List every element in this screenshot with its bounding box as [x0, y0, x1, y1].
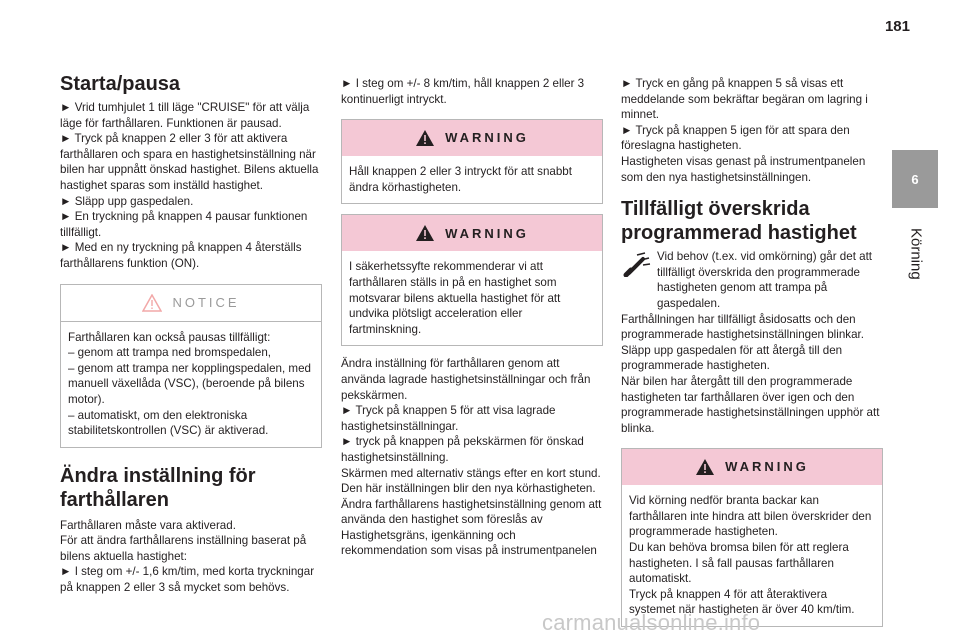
- text-block: [341, 356, 603, 559]
- column-2: [341, 76, 603, 559]
- paragraph: ► Med en ny tryckning på knappen 4 återställs farthållarens funktion (ON).: [60, 241, 302, 270]
- paragraph: Skärmen med alternativ stängs efter en kort stund.: [341, 466, 601, 480]
- warning-header: [342, 120, 602, 156]
- warning-triangle-icon: [142, 294, 162, 312]
- notice-box: [60, 284, 322, 448]
- warning-title: WARNING: [445, 225, 529, 241]
- heading-change-setting: Ändra inställning för farthållaren: [60, 464, 256, 511]
- notice-line: – genom att trampa ned bromspedalen,: [68, 346, 272, 360]
- paragraph: ► Tryck på knappen 5 igen för att spara den föreslagna hastigheten.: [621, 123, 850, 153]
- paragraph: Ändra farthållarens hastighetsinställning genom att använda den hastighet som föreslås av Hastighetsgräns, igenkänning och rekommendation som visas på instrumentpanelen: [341, 497, 602, 558]
- warning-title: WARNING: [725, 459, 809, 475]
- warning-box: [341, 214, 603, 346]
- warning-body: [622, 485, 882, 626]
- notice-title: NOTICE: [172, 294, 240, 310]
- chapter-tab: 6: [892, 150, 938, 208]
- warning-text: Tryck på knappen 4 för att återaktivera systemet när hastigheten är över 40 km/tim.: [629, 587, 855, 617]
- paragraph: ► En tryckning på knappen 4 pausar funktionen tillfälligt.: [60, 210, 308, 239]
- chapter-label-text: Körning: [907, 228, 925, 280]
- paragraph: ► Vrid tumhjulet 1 till läge "CRUISE" för att välja läge för farthållaren. Funktionen är pausad.: [60, 101, 310, 130]
- heading-start-pause: Starta/pausa: [60, 73, 181, 95]
- paragraph: Hastigheten visas genast på instrumentpanelen som den nya hastighetsinställningen.: [621, 154, 866, 184]
- warning-text: Vid körning nedför branta backar kan farthållaren inte hindra att bilen överskrider den programmerade hastigheten.: [629, 494, 872, 539]
- warning-header: [342, 215, 602, 251]
- warning-box: [341, 119, 603, 204]
- paragraph: ► I steg om +/- 8 km/tim, håll knappen 2 eller 3 kontinuerligt intryckt.: [341, 77, 585, 106]
- warning-title: WARNING: [445, 130, 529, 146]
- notice-line: Farthållaren kan också pausas tillfälligt:: [68, 330, 271, 344]
- notice-line: – genom att trampa ner kopplingspedalen, med manuell växellåda (VSC), (beroende på bilens motor).: [68, 361, 311, 406]
- paragraph: Farthållaren måste vara aktiverad.: [60, 518, 236, 532]
- paragraph: ► Tryck på knappen 5 för att visa lagrade hastighetsinställningar.: [341, 404, 556, 433]
- paragraph: Den här inställningen blir den nya körhastigheten.: [341, 482, 596, 496]
- paragraph: ► Tryck en gång på knappen 5 så visas ett meddelande som bekräftar begäran om lagring i minnet.: [621, 77, 868, 122]
- column-3: [621, 76, 883, 627]
- chapter-label: [893, 214, 939, 294]
- paragraph: Farthållningen har tillfälligt åsidosatts och den programmerade hastighetsinställningen blinkar.: [621, 312, 864, 342]
- column-1: [60, 72, 322, 596]
- warning-text: Håll knappen 2 eller 3 intryckt för att snabbt ändra körhastigheten.: [349, 165, 572, 194]
- paragraph: Släpp upp gaspedalen för att återgå till den programmerade hastigheten.: [621, 343, 843, 373]
- heading-override-speed: Tillfälligt överskrida programmerad hastighet: [621, 198, 857, 245]
- warning-box: [621, 448, 883, 627]
- warning-text: I säkerhetssyfte rekommenderar vi att farthållaren ställs in på en hastighet som motsvarar bilens aktuella hastighet för att undvika plötsligt acceleration eller fartminskning.: [349, 260, 561, 336]
- paragraph: ► Släpp upp gaspedalen.: [60, 194, 194, 208]
- notice-header: [61, 285, 321, 322]
- warning-triangle-icon: [415, 224, 435, 242]
- watermark: carmanualsonline.info: [542, 610, 761, 635]
- accelerator-pedal-icon: [621, 251, 651, 277]
- paragraph: ► tryck på knappen på pekskärmen för önskad hastighetsinställning.: [341, 435, 584, 464]
- paragraph: ► Tryck på knappen 2 eller 3 för att aktivera farthållaren och spara en hastighetsinställning när bilen har uppnått önskad hastighet. Bilens aktuella hastighet sparas som inställd hastighet.: [60, 132, 319, 192]
- warning-header: [622, 449, 882, 485]
- warning-body: [342, 156, 602, 203]
- page-number: 181: [884, 18, 910, 35]
- paragraph: Ändra inställning för farthållaren genom att använda lagrade hastighetsinställningar och från pekskärmen.: [341, 357, 591, 402]
- warning-triangle-icon: [415, 129, 435, 147]
- paragraph: När bilen har återgått till den programmerade hastigheten tar farthållaren över igen och den programmerade hastighetsinställningen upphör att blinka.: [621, 374, 880, 435]
- paragraph: För att ändra farthållarens inställning baserat på bilens aktuella hastighet:: [60, 534, 307, 563]
- warning-triangle-icon: [695, 458, 715, 476]
- warning-text: Du kan behöva bromsa bilen för att reglera hastigheten. I så fall pausas farthållaren automatiskt.: [629, 541, 849, 586]
- paragraph: ► I steg om +/- 1,6 km/tim, med korta tryckningar på knappen 2 eller 3 så mycket som behövs.: [60, 565, 315, 595]
- notice-body: [61, 322, 321, 447]
- icon-paragraph: [621, 249, 883, 311]
- notice-line: – automatiskt, om den elektroniska stabilitetskontrollen (VSC) är aktiverad.: [68, 408, 269, 438]
- warning-body: [342, 251, 602, 345]
- paragraph: Vid behov (t.ex. vid omkörning) går det att tillfälligt överskrida den programmerade hastigheten genom att trampa på gaspedalen.: [657, 250, 873, 310]
